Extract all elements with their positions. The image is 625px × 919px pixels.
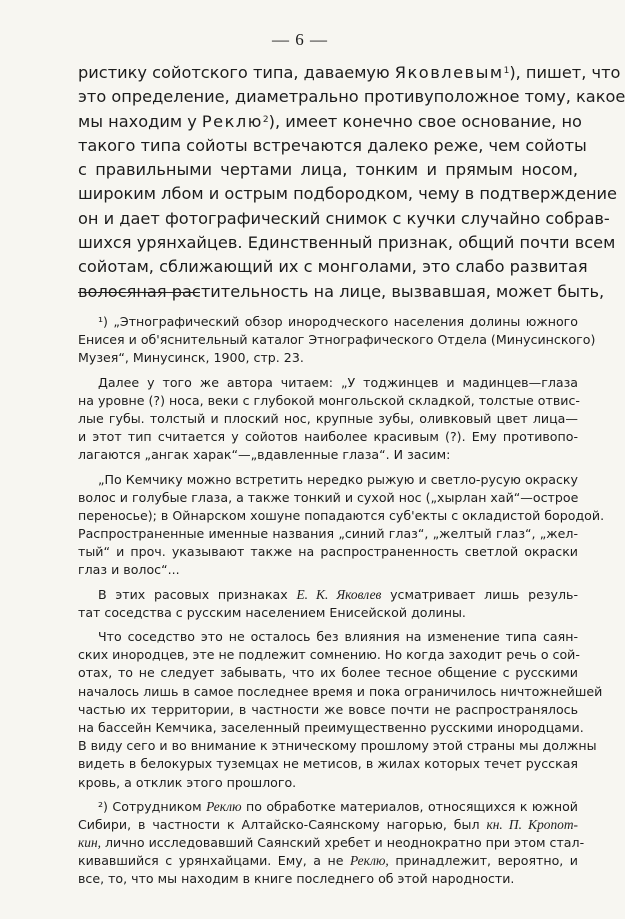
footnote-line: кивавшийся с урянхайцами. Ему, а не Реклю, принадлежит, вероятно, и	[78, 853, 578, 869]
footnote-line: отах, то не следует забывать, что их более тесное общение с русскими	[78, 665, 578, 681]
footnote-line: на бассейн Кемчика, заселенный преимущественно русскими инородцами.	[78, 719, 584, 735]
footnote-quote-line: „По Кемчику можно встретить нередко рыжую и светло-русую окраску	[98, 471, 578, 487]
footnote-line: кин, лично исследовавший Саянский хребет и неоднократно при этом стал-	[78, 835, 585, 851]
footnote-line: Музея“, Минусинск, 1900, стр. 23.	[78, 350, 304, 366]
footnotes	[78, 313, 605, 889]
main-line: с правильными чертами лица, тонким и прямым носом,	[78, 160, 578, 180]
footnote-ref[interactable]: 1	[503, 66, 510, 76]
footnote-quote-line: тый“ и проч. указывают также на распространенность светлой окраски	[78, 544, 578, 560]
footnote-line: тат соседства с русским населением Енисейской долины.	[78, 604, 466, 620]
footnote-line: Сибири, в частности к Алтайско-Саянскому нагорью, был кн. П. Кропот-	[78, 816, 578, 832]
footnote-line: ²) Сотрудником Реклю по обработке материалов, относящихся к южной	[98, 798, 578, 814]
main-line: ристику сойотского типа, даваемую Яковлевым$^1$), пишет, что	[78, 63, 621, 82]
footnote-quote-line: Распространенные именные названия „синий глаз“, „желтый глаз“, „жел-	[78, 526, 578, 542]
page-number: — 6 —	[272, 30, 328, 49]
footnote-line: ских инородцев, эте не подлежит сомнению. Но когда заходит речь о сой-	[78, 647, 580, 663]
main-line: это определение, диаметрально противуположное тому, какое	[78, 87, 625, 107]
footnote-quote-line: волос и голубые глаза, а также тонкий и сухой нос („хырлан хай“—острое	[78, 489, 579, 505]
footnote-line: и этот тип считается у сойотов наиболее красивым (?). Ему противопо-	[78, 429, 578, 445]
footnote-line: началось лишь в самое последнее время и пока ограничилось ничтожнейшей	[78, 683, 603, 699]
main-line: такого типа сойоты встречаются далеко реже, чем сойоты	[78, 135, 587, 155]
footnote-line: Далее у того же автора читаем: „У тоджинцев и мадинцев—глаза	[98, 374, 578, 390]
main-line: широким лбом и острым подбородком, чему в подтверждение	[78, 184, 618, 204]
main-line: волосяная растительность на лице, вызвавшая, может быть,	[78, 281, 605, 301]
footnote-line: лагаются „ангак харак“—„вдавленные глаза“. И засим:	[78, 447, 451, 463]
footnote-divider	[78, 292, 200, 293]
main-line: шихся урянхайцев. Единственный признак, общий почти всем	[78, 233, 616, 253]
main-line: мы находим у Реклю$^2$), имеет конечно свое основание, но	[78, 111, 582, 131]
footnote-line: В виду сего и во внимание к этническому прошлому этой страны мы должны	[78, 738, 597, 754]
footnote-quote-line: глаз и волос“...	[78, 562, 180, 578]
footnote-ref[interactable]: 2	[262, 114, 269, 125]
footnote-line: кровь, а отклик этого прошлого.	[78, 774, 297, 790]
footnote-line: Что соседство это не осталось без влияния на изменение типа саян-	[98, 629, 578, 644]
footnote-line: лые губы. толстый и плоский нос, крупные зубы, оливковый цвет лица—	[78, 410, 578, 426]
footnote-line: ¹) „Этнографический обзор инородческого населения долины южного	[98, 314, 578, 329]
main-line: сойотам, сближающий их с монголами, это слабо развитая	[78, 257, 588, 277]
footnote-quote-line: переносье); в Ойнарском хошуне попадаются суб'екты с окладистой бородой.	[78, 507, 605, 523]
footnote-line: В этих расовых признаках Е. К. Яковлев усматривает лишь резуль-	[98, 586, 578, 602]
footnote-line: все, то, что мы находим в книге последнего об этой народности.	[78, 871, 515, 887]
footnote-line: Енисея и об'яснительный каталог Этнографического Отдела (Минусинского)	[78, 332, 596, 348]
author-name: Е. К. Яковлев	[296, 586, 382, 602]
footnote-line: на уровне (?) носа, веки с глубокой монгольской складкой, толстые отвис-	[78, 392, 580, 408]
footnote-line: видеть в белокурых туземцах не метисов, в жилах которых течет русская	[78, 756, 578, 772]
footnote-line: частью их территории, в частности же вовсе почти не распространялось	[78, 701, 578, 717]
main-text	[78, 61, 625, 304]
main-line: он и дает фотографический снимок с кучки случайно собрав-	[78, 208, 610, 228]
